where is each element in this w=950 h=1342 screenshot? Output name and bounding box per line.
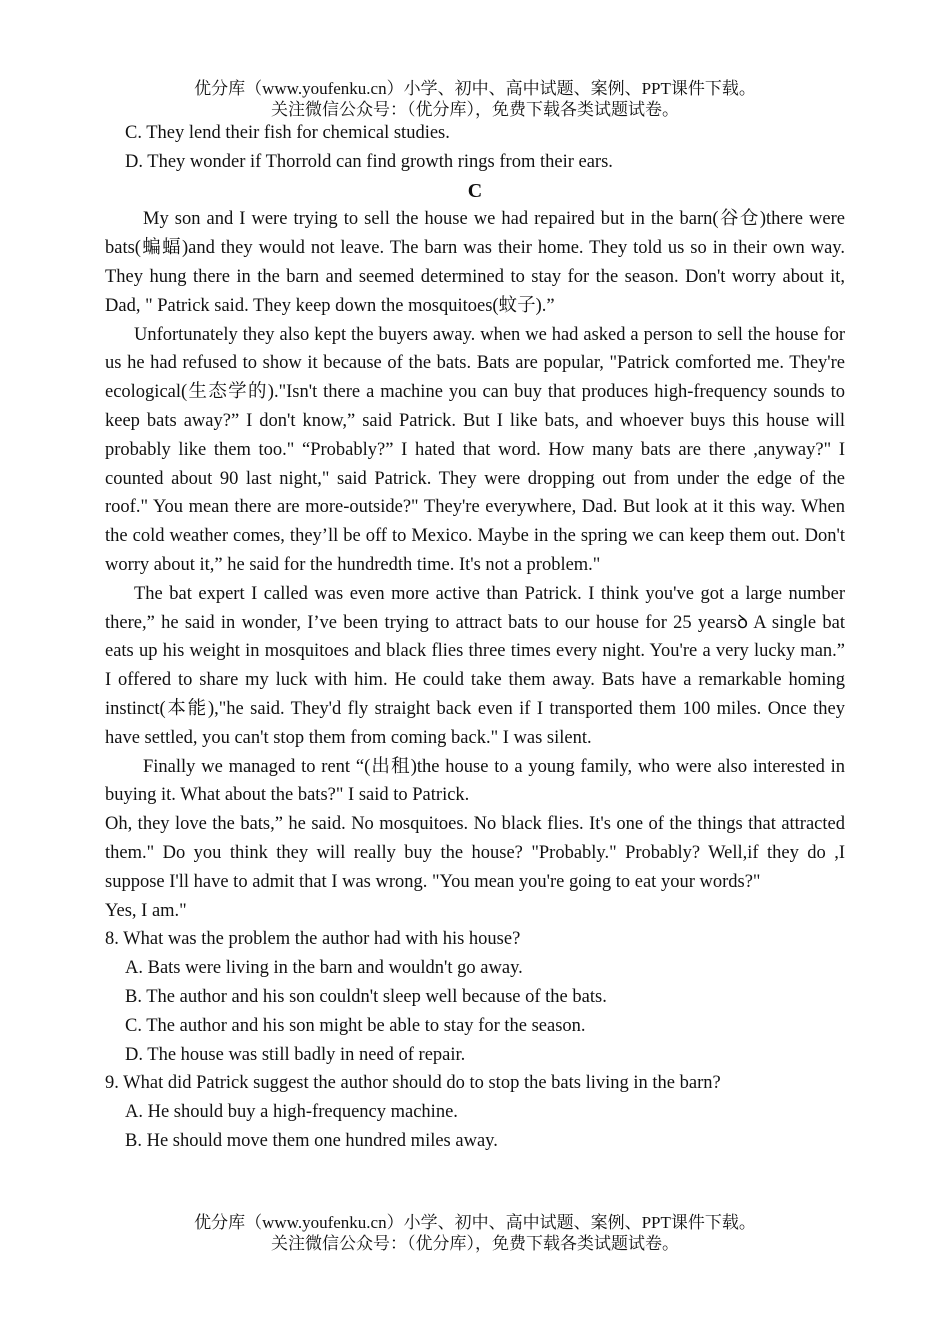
passage-paragraph-6: Yes, I am." [105, 900, 187, 921]
passage-paragraph-4: Finally we managed to rent “(出租)the house to a young family, who were also interested in buying it. What about the bats?" I said to Patrick. [105, 756, 845, 806]
passage-paragraph-3: The bat expert I called was even more active than Patrick. I think you've got a large number there,” he said in wonder, I’ve been trying to attract bats to our house for 25 yearsꝺ A single bat eats up his weight in mosquitoes and black flies three times every night. You're a very lucky man.” I offered to share my luck with him. He could take them away. Bats have a remarkable homing instinct(本能),"he said. They'd fly straight back even if I transported them 100 miles. Once they have settled, you can't stop them from coming back." I was silent. [105, 583, 845, 748]
question-8-option-c: C. The author and his son might be able to stay for the season. [125, 1015, 586, 1036]
question-8-option-b: B. The author and his son couldn't sleep well because of the bats. [125, 986, 607, 1007]
passage-paragraph-1: My son and I were trying to sell the house we had repaired but in the barn(谷仓)there were bats(蝙蝠)and they would not leave. The barn was their home. They told us so in their own way. They hung there in the barn and seemed determined to stay for the season. Don't worry about it, Dad, " Patrick said. They keep down the mosquitoes(蚊子).” [105, 209, 845, 316]
header-line-1: 优分库（www.youfenku.cn）小学、初中、高中试题、案例、PPT课件下载。 [194, 79, 756, 98]
question-8-option-a: A. Bats were living in the barn and wouldn't go away. [125, 958, 523, 979]
question-8-option-d: D. The house was still badly in need of repair. [125, 1044, 466, 1065]
passage-paragraph-2: Unfortunately they also kept the buyers away. when we had asked a person to sell the house for us he had refused to show it because of the bats. Bats are popular, "Patrick comforted me. They're ecological(生态学的)."Isn't there a machine you can buy that produces high-frequency sounds to keep bats away?” I don't know,” said Patrick. But I like bats, and whoever buys this house will probably like them too." “Probably?” I hated that word. How many bats are there ,anyway?" I counted about 90 last night," said Patrick. They were dropping out from under the edge of the roof." You mean there are more-outside?" They're everywhere, Dad. But look at it this way. When the cold weather comes, they’ll be off to Mexico. Maybe in the spring we can keep them out. Don't worry about it,” he said for the hundredth time. It's not a problem." [105, 324, 845, 575]
question-9-option-b: B. He should move them one hundred miles away. [125, 1130, 498, 1151]
previous-option-c: C. They lend their fish for chemical studies. [125, 123, 450, 143]
question-9-stem: 9. What did Patrick suggest the author should do to stop the bats living in the barn? [105, 1073, 721, 1094]
footer-line-2: 关注微信公众号：（优分库），免费下载各类试题试卷。 [271, 1234, 679, 1253]
document-body [105, 119, 845, 1156]
section-label: C [467, 179, 483, 202]
question-9-option-a: A. He should buy a high-frequency machine. [125, 1102, 458, 1123]
passage-paragraph-5: Oh, they love the bats,” he said. No mosquitoes. No black flies. It's one of the things that attracted them." Do you think they will really buy the house? "Probably." Probably? Well,if they do ,I suppose I'll have to admit that I was wrong. "You mean you're going to eat your words?" [105, 814, 845, 892]
page-footer [0, 1212, 950, 1254]
previous-option-d: D. They wonder if Thorrold can find growth rings from their ears. [125, 151, 613, 172]
question-8-stem: 8. What was the problem the author had with his house? [105, 929, 521, 950]
header-line-2: 关注微信公众号：（优分库），免费下载各类试题试卷。 [271, 100, 679, 119]
footer-line-1: 优分库（www.youfenku.cn）小学、初中、高中试题、案例、PPT课件下载。 [194, 1213, 756, 1232]
page-header [0, 78, 950, 120]
